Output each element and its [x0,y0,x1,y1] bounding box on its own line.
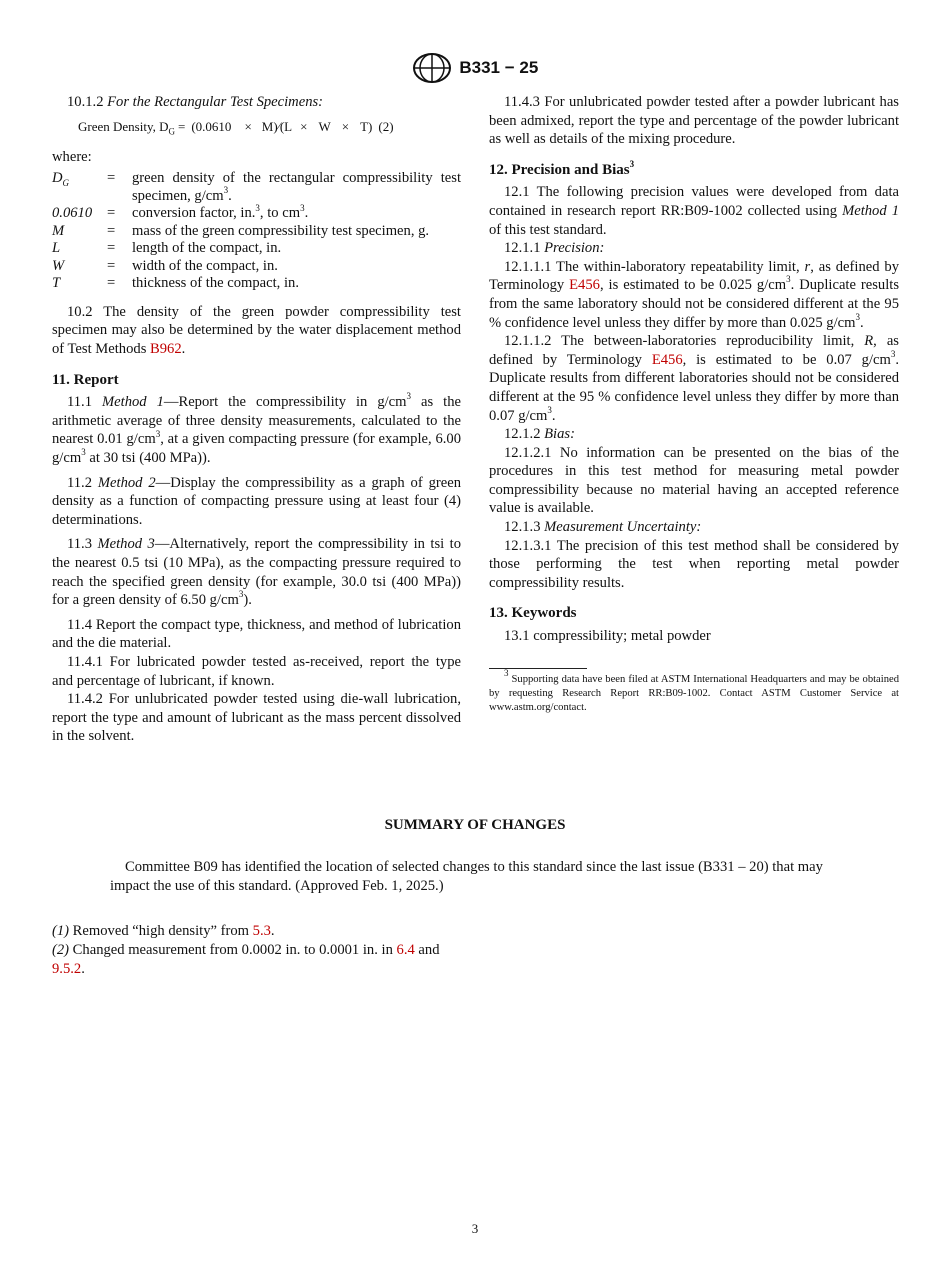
link-e456[interactable]: E456 [569,277,600,294]
paragraph-11-4: 11.4 Report the compact type, thickness, and method of lubrication and the die material. [52,616,461,652]
right-column [489,93,899,716]
paragraph-12-1-1: 12.1.1 Precision: [504,240,605,257]
paragraph-10-2: 10.2 The density of the green powder compressibility test specimen may also be determined by the water displacement method of Test Methods B962. [52,303,461,358]
document-id: B331 − 25 [459,57,539,77]
variable-row: T = thickness of the compact, in. [52,275,299,292]
variable-row: W = width of the compact, in. [52,257,278,274]
paragraph-13-1: 13.1 compressibility; metal powder [504,628,711,645]
link-5-3[interactable]: 5.3 [252,923,271,939]
paragraph-12-1-1-2: 12.1.1.2 The between-laboratories reproducibility limit, R, as defined by Terminology E456, is estimated to be 0.07 $g/cm^3$. Duplicate results from different laboratories should not be considered different at the 95 % confidence level unless they differ by more than 0.07 $g/cm^3$. [489,333,900,424]
variable-list [52,170,461,293]
paragraph-11-2: 11.2 Method 2—Display the compressibility as a graph of green density as a function of compacting pressure using at least four (4) determinations. [52,474,461,528]
variable-row: M = mass of the green compressibility test specimen, g. [52,222,430,239]
variable-row: L = length of the compact, in. [52,240,282,257]
paragraph-10-1-2: 10.1.2 For the Rectangular Test Specimens: [67,94,324,110]
change-item-1: (1) Removed “high density” from 5.3. [52,923,275,939]
link-9-5-2[interactable]: 9.5.2 [52,961,82,977]
variable-row: $D_G$ = green density of the rectangular compressibility test specimen, $g/cm^3$. [52,170,461,204]
section-13-heading: 13. Keywords [489,605,577,622]
paragraph-12-1-2-1: 12.1.2.1 No information can be presented on the bias of the procedures in this test method for measuring metal powder compressibility because no material having an accepted reference value is available. [489,444,899,517]
paragraph-12-1-2: 12.1.2 Bias: [504,426,575,443]
paragraph-12-1-1-1: 12.1.1.1 The within-laboratory repeatability limit, r, as defined by Terminology E456, is estimated to be 0.025 $g/cm^3$. Duplicate results from the same laboratory should not be considered different at the 95 % confidence level unless they differ by more than 0.025 $g/cm^3$. [489,258,900,331]
page-header [0,52,950,84]
paragraph-11-4-2: 11.4.2 For unlubricated powder tested using die-wall lubrication, report the type and amount of lubricant as the mass percent dissolved in the solvent. [52,691,461,745]
section-12-heading: 12. Precision and Bias$^3$ [489,158,635,178]
variable-row: 0.0610 = conversion factor, in.$^3$, to $cm^3$. [52,202,309,222]
page-number: 3 [471,1221,479,1236]
astm-logo-icon [412,52,452,84]
paragraph-11-4-1: 11.4.1 For lubricated powder tested as-received, report the type and percentage of lubricant, if known. [52,653,461,689]
summary-of-changes-heading: SUMMARY OF CHANGES [384,817,566,833]
summary-intro: Committee B09 has identified the location of selected changes to this standard since the last issue (B331 – 20) that may impact the use of this standard. (Approved Feb. 1, 2025.) [110,859,823,894]
link-6-4[interactable]: 6.4 [396,942,415,958]
link-e456[interactable]: E456 [651,351,683,368]
paragraph-11-4-3: 11.4.3 For unlubricated powder tested after a powder lubricant has been admixed, report the type and percentage of the powder lubricant as well as details of the mixing procedure. [489,94,899,148]
left-column [52,93,461,746]
changes-list [52,922,461,979]
paragraph-12-1-3-1: 12.1.3.1 The precision of this test method shall be considered by those performing the test when reporting metal powder compressibility results. [489,537,899,591]
change-item-2: (2) Changed measurement from 0.0002 in. to 0.0001 in. in 6.4 and 9.5.2. [52,942,440,977]
paragraph-11-3: 11.3 Method 3—Alternatively, report the compressibility in tsi to the nearest 0.5 tsi (10 MPa), as the compacting pressure required to reach the specified green density (for example, 30.0 tsi (400 MPa)) for a green density of 6.50 $g/cm^3$). [52,536,461,609]
section-11-heading: 11. Report [52,371,119,388]
paragraph-12-1-3: 12.1.3 Measurement Uncertainty: [504,519,702,536]
where-label: where: [52,148,92,165]
link-b962[interactable]: B962 [150,341,182,358]
paragraph-11-1: 11.1 Method 1—Report the compressibility in $g/cm^3$ as the arithmetic average of three density measurements, calculated to the nearest 0.01 $g/cm^3$, at a given compacting pressure (for example, 6.00 $g/cm^3$ at 30 tsi (400 MPa)). [52,391,461,467]
footnote-3: $^3$ Supporting data have been filed at ASTM International Headquarters and may be obtained by requesting Research Report RR:B09-1002. Contact ASTM Customer Service at www.astm.org/contact. [489,668,899,714]
paragraph-12-1: 12.1 The following precision values were developed from data contained in research report RR:B09-1002 collected using Method 1 of this test standard. [489,184,899,238]
formula-green-density: Green Density, $D_G = (0.0610$ × M)⁄(L × W × T) (2) [78,118,394,137]
